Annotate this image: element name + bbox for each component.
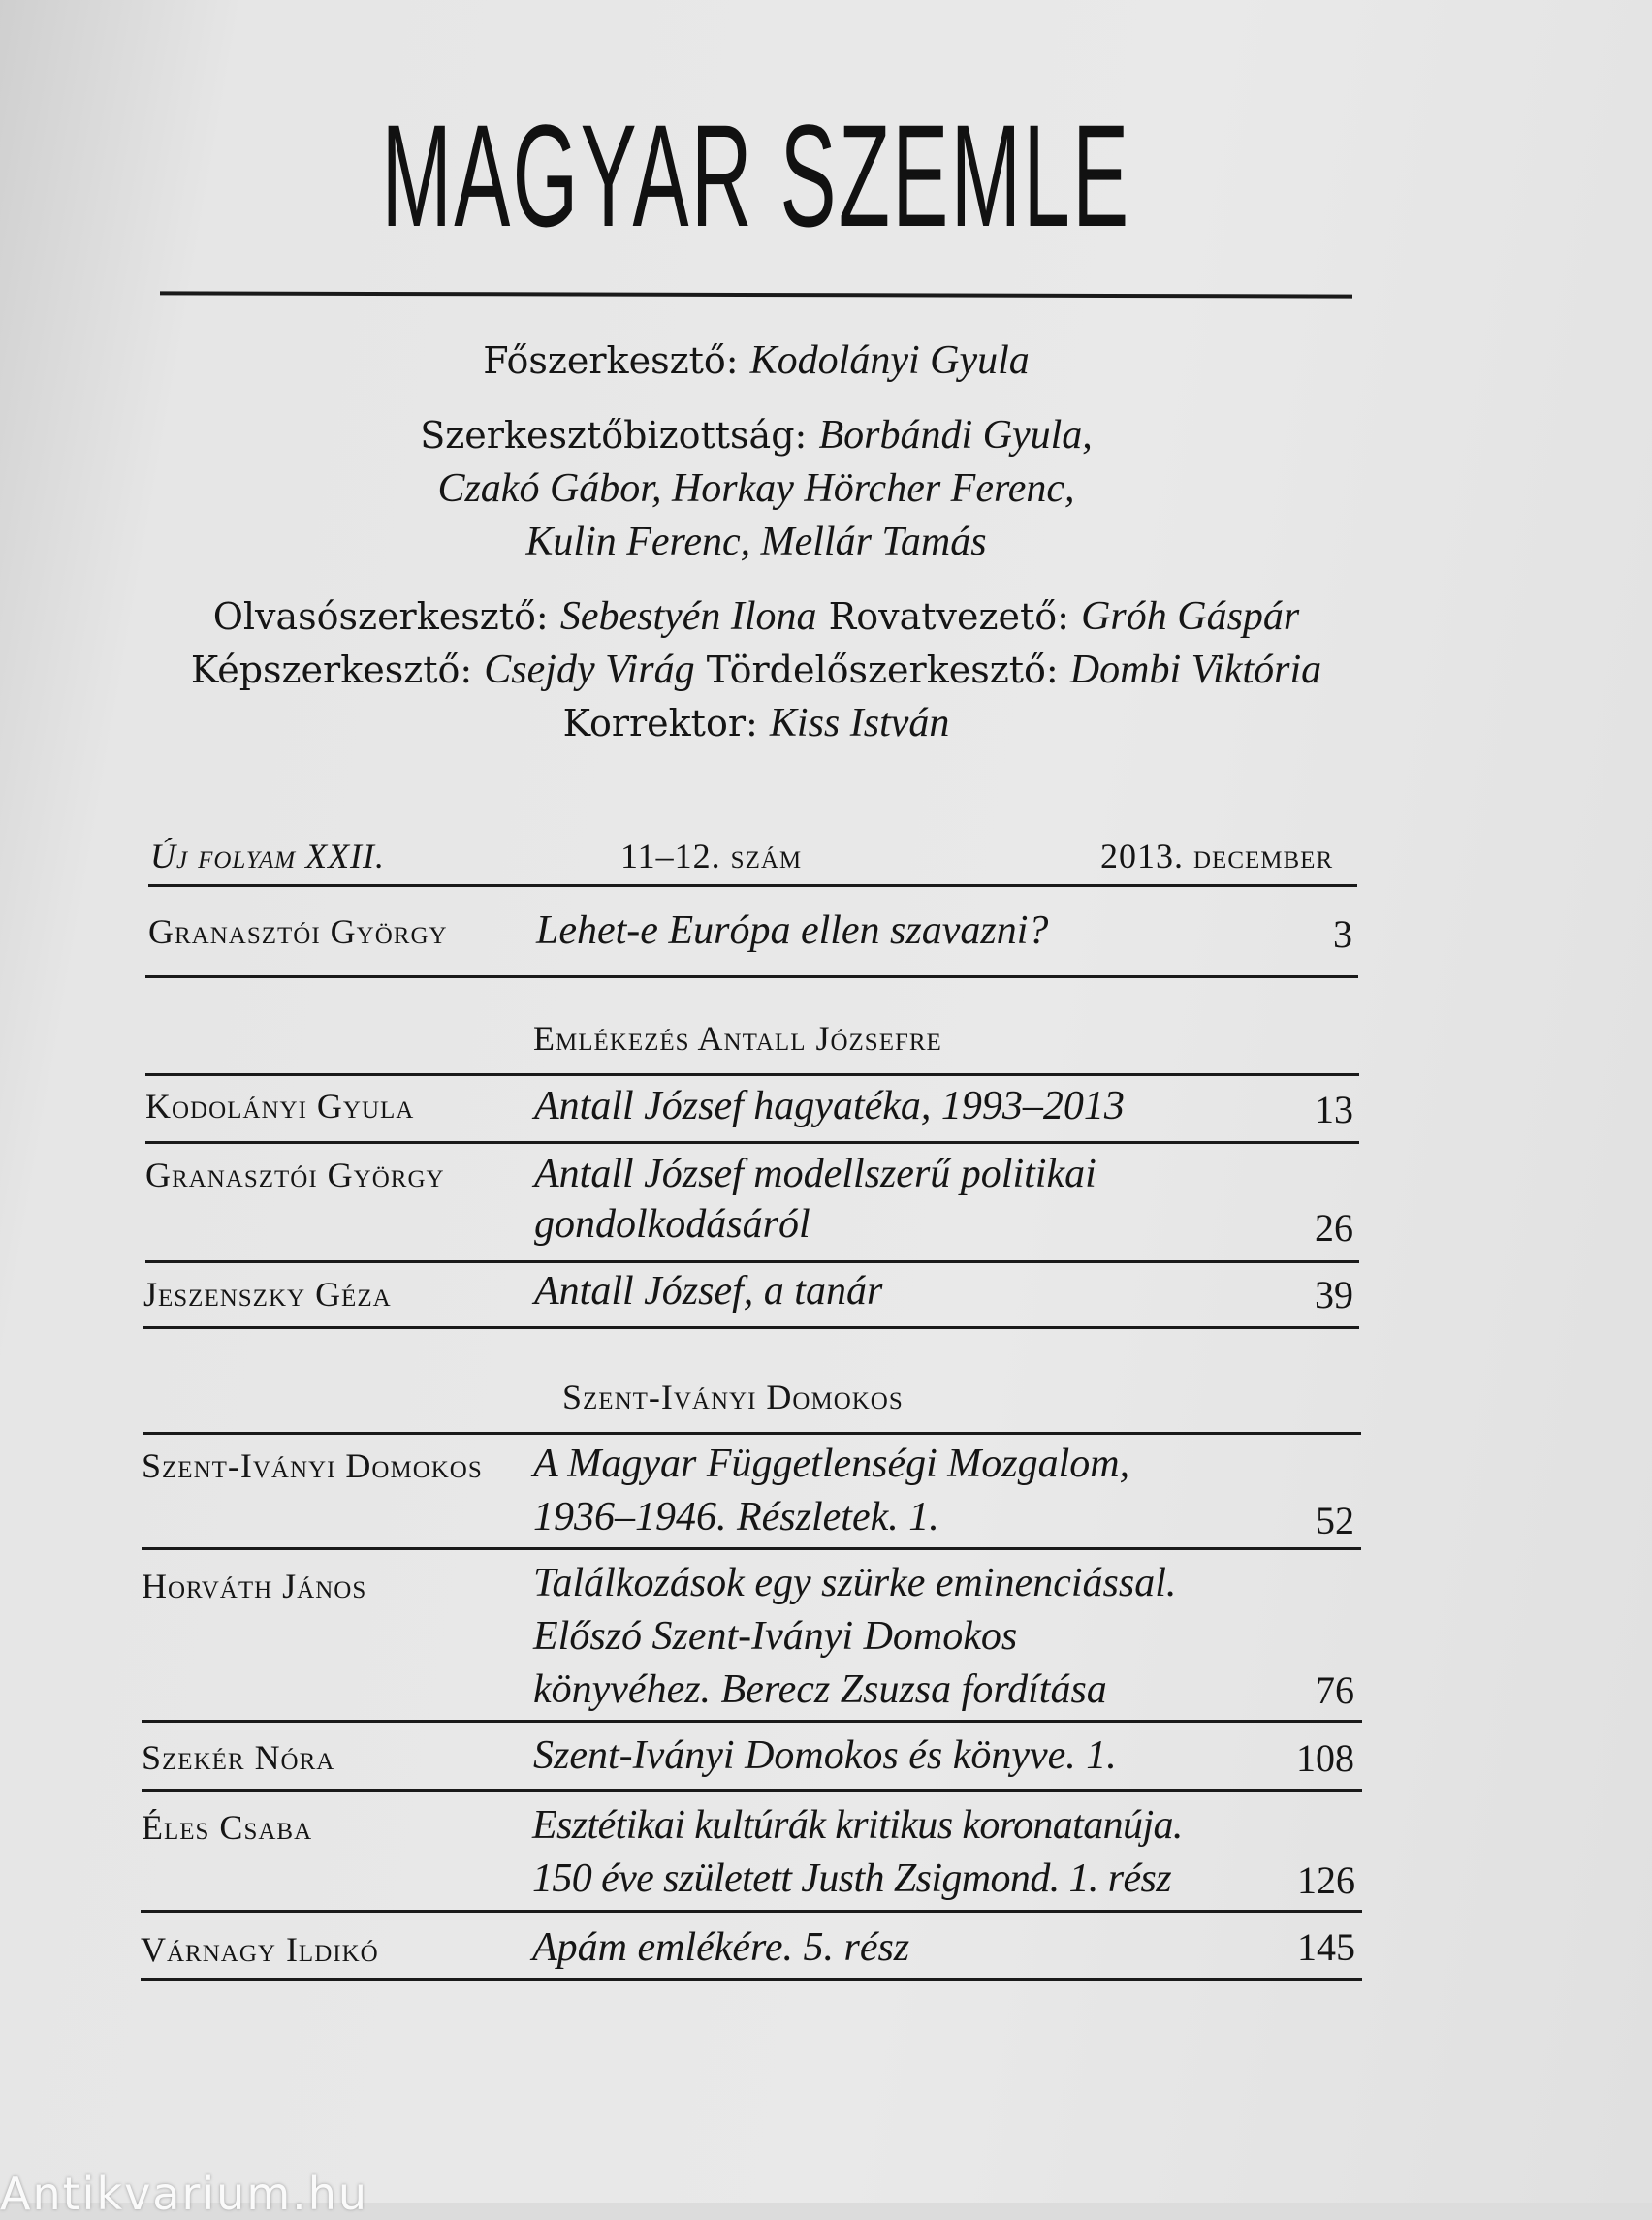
toc-page: 76	[1316, 1668, 1354, 1712]
toc-title: Antall József, a tanár	[534, 1269, 883, 1314]
toc-rule	[145, 975, 1358, 978]
toc-rule	[141, 1978, 1362, 1981]
board-line-2: Czakó Gábor, Horkay Hörcher Ferenc,	[437, 466, 1075, 511]
masthead-rule	[160, 291, 1352, 298]
proof-line: Korrektor: Kiss István	[562, 701, 950, 745]
toc-title: Előszó Szent-Iványi Domokos	[533, 1614, 1018, 1659]
issue-rule	[148, 884, 1357, 887]
toc-author: Szekér Nóra	[142, 1738, 335, 1777]
toc-title: A Magyar Függetlenségi Mozgalom,	[533, 1442, 1130, 1486]
board-line-1: Szerkesztőbizottság: Borbándi Gyula,	[420, 413, 1093, 458]
editor-line: Főszerkesztő: Kodolányi Gyula	[483, 338, 1030, 383]
section-heading: Szent-Iványi Domokos	[562, 1378, 904, 1416]
reader-line: Olvasószerkesztő: Sebestyén Ilona Rovatvezető: Gróh Gáspár	[212, 594, 1300, 639]
credits-block	[97, 334, 1415, 750]
toc-rule	[143, 1326, 1359, 1329]
toc-author: Granasztói György	[148, 912, 448, 951]
toc-author: Szent-Iványi Domokos	[142, 1446, 483, 1485]
toc-rule	[142, 1720, 1362, 1723]
toc-rule	[142, 1789, 1362, 1792]
toc-page: 26	[1315, 1206, 1353, 1250]
watermark: Antikvarium.hu	[0, 2168, 369, 2220]
toc-author: Éles Csaba	[142, 1808, 313, 1847]
toc-page: 108	[1296, 1736, 1354, 1780]
toc-page: 39	[1315, 1273, 1353, 1316]
toc-title: Lehet-e Európa ellen szavazni?	[536, 908, 1049, 953]
toc-title: gondolkodásáról	[534, 1202, 810, 1247]
toc-title: Antall József modellszerű politikai	[534, 1152, 1096, 1196]
issue-date: 2013. december	[1100, 837, 1334, 875]
toc-page: 3	[1333, 912, 1352, 956]
toc-author: Jeszenszky Géza	[143, 1275, 392, 1314]
editor-name: Kodolányi Gyula	[749, 338, 1030, 383]
masthead-title: MAGYAR SZEMLE	[381, 94, 1131, 257]
toc-rule	[142, 1547, 1361, 1550]
section-heading: Emlékezés Antall Józsefre	[533, 1019, 942, 1058]
image-line: Képszerkesztő: Csejdy Virág Tördelőszerkesztő: Dombi Viktória	[190, 648, 1322, 692]
toc-title: 1936–1946. Részletek. 1.	[533, 1495, 939, 1539]
toc-title: Találkozások egy szürke eminenciással.	[533, 1561, 1177, 1605]
issue-volume: Új folyam XXII.	[150, 837, 386, 875]
toc-page: 13	[1315, 1088, 1353, 1131]
toc-author: Kodolányi Gyula	[145, 1087, 415, 1126]
toc-title: 150 éve született Justh Zsigmond. 1. rész	[532, 1856, 1172, 1901]
toc-author: Granasztói György	[145, 1156, 445, 1194]
toc-title: Apám emlékére. 5. rész	[532, 1925, 910, 1970]
toc-page: 145	[1297, 1925, 1355, 1969]
section-rule	[145, 1073, 1359, 1076]
toc-page: 126	[1297, 1858, 1355, 1902]
toc-rule	[145, 1141, 1359, 1144]
toc-page: 52	[1316, 1499, 1354, 1542]
toc-title: könyvéhez. Berecz Zsuzsa fordítása	[533, 1667, 1107, 1712]
toc-rule	[141, 1910, 1362, 1913]
toc-title: Antall József hagyatéka, 1993–2013	[534, 1084, 1125, 1128]
toc-title: Szent-Iványi Domokos és könyve. 1.	[533, 1733, 1117, 1778]
toc-author: Horváth János	[142, 1567, 367, 1605]
board-line-3: Kulin Ferenc, Mellár Tamás	[525, 520, 987, 564]
toc-author: Várnagy Ildikó	[141, 1930, 379, 1969]
issue-number: 11–12. szám	[620, 837, 803, 875]
toc-title: Esztétikai kultúrák kritikus koronatanúja.	[532, 1803, 1183, 1848]
